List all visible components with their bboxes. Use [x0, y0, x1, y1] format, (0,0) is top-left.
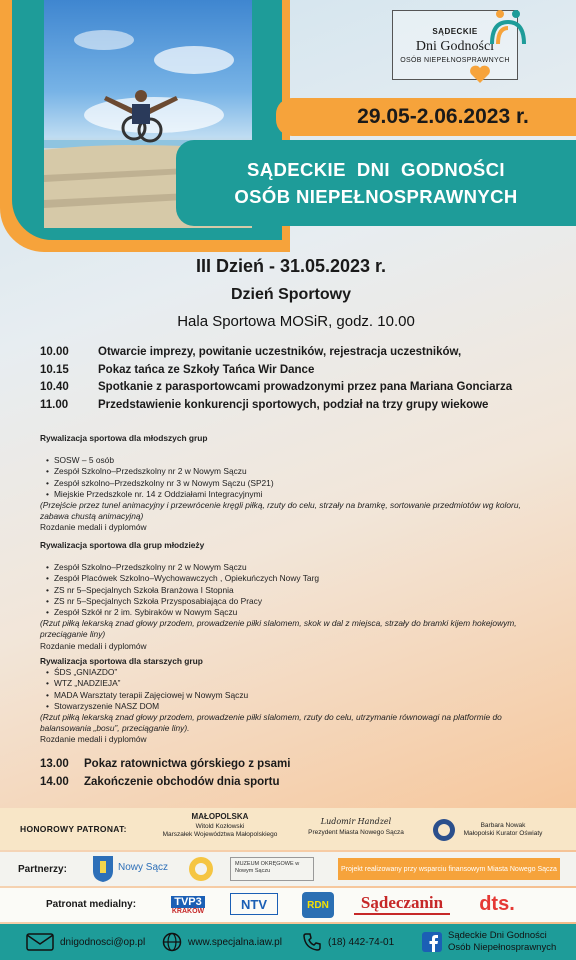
honorary-patronage [0, 808, 576, 850]
nowy-sacz-crest-icon [92, 855, 114, 883]
group-title: Rywalizacja sportowa dla grup młodzieży [40, 540, 205, 550]
list-item: • Zespół Placówek Szkolno–Wychowawczych , Opiekuńczych Nowy Targ [46, 573, 540, 584]
schedule-time: 13.00 [40, 758, 69, 770]
schedule-text: Pokaz tańca ze Szkoły Tańca Wir Dance [98, 364, 315, 376]
tvp3-sub: KRAKÓW [171, 907, 205, 915]
globe-icon [162, 932, 182, 952]
schedule-time: 14.00 [40, 776, 69, 788]
schedule-text: Pokaz ratownictwa górskiego z psami [84, 758, 291, 770]
logo-line-2: Dni Godności [415, 39, 495, 54]
logo-line-1: SĄDECKIE [432, 27, 478, 36]
group-footer: Rozdanie medali i dyplomów [40, 640, 147, 651]
sponsor-malopolska [150, 813, 290, 839]
facebook-line-2: Osób Niepełnosprawnych [448, 942, 557, 953]
sadeczanin-logo: Sądeczanin [354, 893, 450, 915]
sponsor-name: Barbara Nowak [480, 822, 526, 829]
phone-icon [302, 932, 322, 952]
day-title: III Dzień - 31.05.2023 r. [195, 256, 387, 276]
title-line-2: OSÓB NIEPEŁNOSPRAWNYCH [234, 186, 518, 207]
schedule-text: Zakończenie obchodów dnia sportu [84, 776, 280, 788]
website-text: www.specjalna.iaw.pl [188, 936, 282, 948]
schedule-row [40, 758, 290, 770]
list-item: • Stowarzyszenie NASZ DOM [46, 701, 540, 712]
sponsor-name: Witold Kozłowski [195, 823, 245, 830]
malopolska-logo: MAŁOPOLSKA [191, 812, 249, 821]
media-label: Patronat medialny: [46, 899, 137, 910]
schedule-time: 10.15 [40, 364, 69, 376]
group-note: (Rzut piłką lekarską znad głowy przodem, prowadzenie piłki slalomem, rzuty do celu, utrzymanie równowagi na platformie do balansowania „bosu”, przeciąganie liny). [40, 712, 502, 734]
phone-text: (18) 442-74-01 [328, 936, 395, 948]
list-item: • Zespół Szkół nr 2 im. Sybiraków w Nowym Sączu [46, 607, 540, 618]
group-section [40, 656, 540, 746]
list-item: • MADA Warsztaty terapii Zajęciowej w Nowym Sączu [46, 690, 540, 701]
contact-website[interactable] [162, 924, 282, 960]
email-text: dnigodnosci@op.pl [60, 936, 146, 948]
schedule-text: Przedstawienie konkurencji sportowych, podział na trzy grupy wiekowe [98, 399, 489, 411]
list-item: • ŚDS „GNIAZDO” [46, 667, 540, 678]
schedule-row [40, 346, 461, 358]
nowy-sacz-logo: Nowy Sącz [118, 862, 169, 873]
contact-facebook[interactable] [422, 924, 556, 960]
list-item: • Zespół szkolno–Przedszkolny nr 3 w Nowym Sączu (SP21) [46, 478, 540, 489]
event-dates: 29.05-2.06.2023 r. [357, 105, 529, 128]
tvp3-text: TVP3 [171, 896, 205, 908]
heart-icon [469, 64, 491, 84]
list-item: • SOSW – 5 osób [46, 455, 540, 466]
tvp3-logo [168, 891, 208, 919]
schedule-time: 10.00 [40, 346, 69, 358]
partners [0, 852, 576, 886]
group-note: (Rzut piłką lekarską znad głowy przodem, prowadzenie piłki slalomem, skok w dal z miejsca, strzały do bramki kijem hokejowym, przeciąganie liny) [40, 618, 517, 640]
day-subtitle: Dzień Sportowy [230, 286, 351, 303]
contact-bar [0, 924, 576, 960]
list-item: • Zespół Szkolno–Przedszkolny nr 2 w Nowym Sączu [46, 466, 540, 477]
title-line-1: SĄDECKIE DNI GODNOŚCI [247, 159, 505, 180]
schedule-text: Spotkanie z parasportowcami prowadzonymi przez pana Mariana Gonciarza [98, 381, 513, 393]
facebook-icon [422, 932, 442, 952]
title-banner [176, 140, 576, 226]
list-item: • Zespół Szkolno–Przedszkolny nr 2 w Nowym Sączu [46, 562, 540, 573]
dts-logo: dts. [479, 892, 515, 915]
list-item: • ZS nr 5–Specjalnych Szkoła Branżowa I Stopnia [46, 585, 540, 596]
list-item: • ZS nr 5–Specjalnych Szkoła Przysposabiająca do Pracy [46, 596, 540, 607]
facebook-line-1: Sądeckie Dni Godności [448, 930, 547, 941]
people-logo-icon [488, 6, 528, 46]
rdn-logo: RDN [302, 892, 334, 918]
group-footer: Rozdanie medali i dyplomów [40, 734, 147, 745]
schedule-row [40, 364, 314, 376]
schedule-time: 11.00 [40, 399, 69, 411]
partner-sun-logo-icon [188, 856, 214, 882]
group-footer: Rozdanie medali i dyplomów [40, 522, 147, 533]
group-section [40, 433, 540, 534]
list-item: • WTZ „NADZIEJA” [46, 678, 540, 689]
group-section [40, 540, 540, 652]
list-item: • Miejskie Przedszkole nr. 14 z Oddziałami Integracyjnymi [46, 489, 540, 500]
project-note: Projekt realizowany przy wsparciu finansowym Miasta Nowego Sącza [338, 858, 560, 880]
contact-phone[interactable] [302, 924, 394, 960]
muzeum-logo: MUZEUM OKRĘGOWE w Nowym Sączu [230, 857, 314, 881]
mail-icon [26, 933, 54, 951]
schedule-row [40, 776, 280, 788]
venue: Hala Sportowa MOSiR, godz. 10.00 [177, 313, 415, 330]
sponsor-role: Prezydent Miasta Nowego Sącza [308, 829, 404, 836]
schedule-text: Otwarcie imprezy, powitanie uczestników, rejestracja uczestników, [98, 346, 462, 358]
group-note: (Przejście przez tunel animacyjny i przewrócenie kręgli piłką, rzuty do celu, strzały na bramkę, sortowanie przedmiotów wg koloru, zabawa chustą animacyjną) [40, 500, 521, 522]
sponsor-kurator [458, 822, 548, 838]
kuratorium-emblem-icon [432, 818, 456, 842]
sponsor-role: Marszałek Województwa Małopolskiego [162, 831, 278, 838]
schedule-row [40, 399, 488, 411]
signature: Ludomir Handzel [320, 817, 392, 826]
group-title: Rywalizacja sportowa dla młodszych grup [40, 433, 208, 443]
logo-line-3: OSÓB NIEPEŁNOSPRAWNYCH [400, 57, 510, 64]
date-banner [276, 98, 576, 136]
group-title: Rywalizacja sportowa dla starszych grup [40, 656, 203, 666]
honor-label: HONOROWY PATRONAT: [20, 824, 127, 834]
schedule-time: 10.40 [40, 381, 69, 393]
ntv-logo: NTV [230, 893, 278, 915]
media-patronage [0, 888, 576, 922]
schedule-row [40, 381, 512, 393]
partners-label: Partnerzy: [18, 864, 67, 875]
sponsor-role: Małopolski Kurator Oświaty [463, 830, 543, 837]
sponsor-president [296, 818, 416, 837]
contact-email[interactable] [26, 924, 145, 960]
